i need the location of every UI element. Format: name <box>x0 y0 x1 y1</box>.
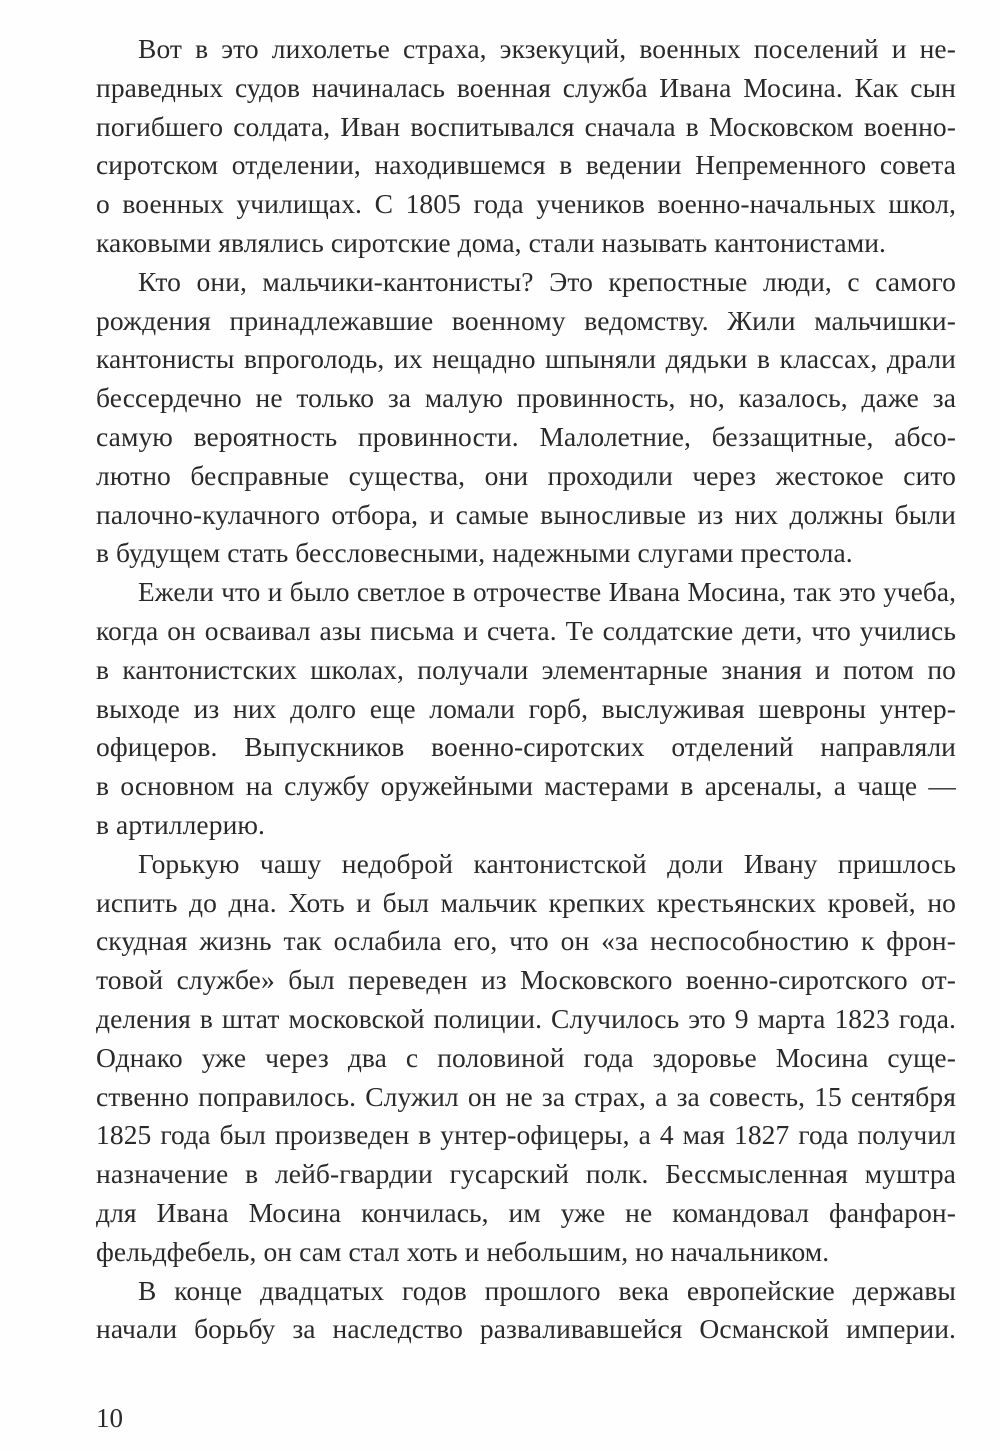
text-line: в будущем стать бессловесными, надежными слугами престола. <box>96 537 853 569</box>
page-number: 10 <box>96 1403 123 1433</box>
text-line: праведных судов начиналась военная служба Ивана Мосина. Как сын <box>96 71 956 103</box>
text-line: в артиллерию. <box>96 808 266 840</box>
text-line: погибшего солдата, Иван воспитывался сначала в Московском военно- <box>96 110 956 142</box>
text-line: когда он осваивал азы письма и счета. Те солдатские дети, что учились <box>96 614 956 646</box>
text-line: скудная жизнь так ослабила его, что он «за неспособностию к фрон- <box>96 925 956 957</box>
text-line: ственно поправилось. Служил он не за страх, а за совесть, 15 сентября <box>96 1080 956 1112</box>
text-line: деления в штат московской полиции. Случилось это 9 марта 1823 года. <box>96 1002 956 1034</box>
text-line: палочно-кулачного отбора, и самые выносливые из них должны были <box>96 498 956 530</box>
text-line: о военных училищах. С 1805 года учеников военно-начальных школ, <box>96 188 956 220</box>
text-line: испить до дна. Хоть и был мальчик крепких крестьянских кровей, но <box>96 886 956 918</box>
text-line: в основном на службу оружейными мастерами в арсеналы, а чаще — <box>96 770 956 802</box>
text-line: для Ивана Мосина кончилась, им уже не командовал фанфарон- <box>96 1196 956 1228</box>
text-line: бессердечно не только за малую провинность, но, казалось, даже за <box>96 382 956 414</box>
text-line: фельдфебель, он сам стал хоть и небольшим, но начальником. <box>96 1235 830 1267</box>
text-line: 1825 года был произведен в унтер-офицеры, а 4 мая 1827 года получил <box>96 1119 956 1151</box>
text-line: лютно бесправные существа, они проходили через жестокое сито <box>96 459 956 491</box>
text-line: самую вероятность провинности. Малолетние, беззащитные, абсо- <box>96 420 956 452</box>
text-line: Однако уже через два с половиной года здоровье Мосина суще- <box>96 1041 956 1073</box>
text-line: назначение в лейб-гвардии гусарский полк. Бессмысленная муштра <box>96 1158 956 1190</box>
text-line: Горькую чашу недоброй кантонистской доли Ивану пришлось <box>138 847 956 879</box>
text-line: офицеров. Выпускников военно-сиротских отделений направляли <box>96 731 956 763</box>
text-line: Ежели что и было светлое в отрочестве Ивана Мосина, так это учеба, <box>138 577 956 608</box>
text-line: каковыми являлись сиротские дома, стали называть кантонистами. <box>96 226 886 258</box>
text-line: в кантонистских школах, получали элементарные знания и потом по <box>96 653 956 685</box>
text-line: рождения принадлежавшие военному ведомству. Жили мальчишки- <box>96 304 956 336</box>
text-line: сиротском отделении, находившемся в ведении Непременного совета <box>96 149 956 181</box>
body-text <box>96 30 956 1349</box>
text-line: кантонисты впроголодь, их нещадно шпыняли дядьки в классах, драли <box>96 343 956 375</box>
text-line: выходе из них долго еще ломали горб, выслуживая шевроны унтер- <box>96 692 956 724</box>
text-line: товой службе» был переведен из Московского военно-сиротского от- <box>96 964 956 996</box>
text-line: Кто они, мальчики-кантонисты? Это крепостные люди, с самого <box>138 265 956 297</box>
text-line: начали борьбу за наследство разваливавшейся Османской империи. <box>96 1313 956 1345</box>
text-line: В конце двадцатых годов прошлого века европейские державы <box>138 1274 956 1306</box>
text-line: Вот в это лихолетье страха, экзекуций, военных поселений и не- <box>138 33 956 64</box>
